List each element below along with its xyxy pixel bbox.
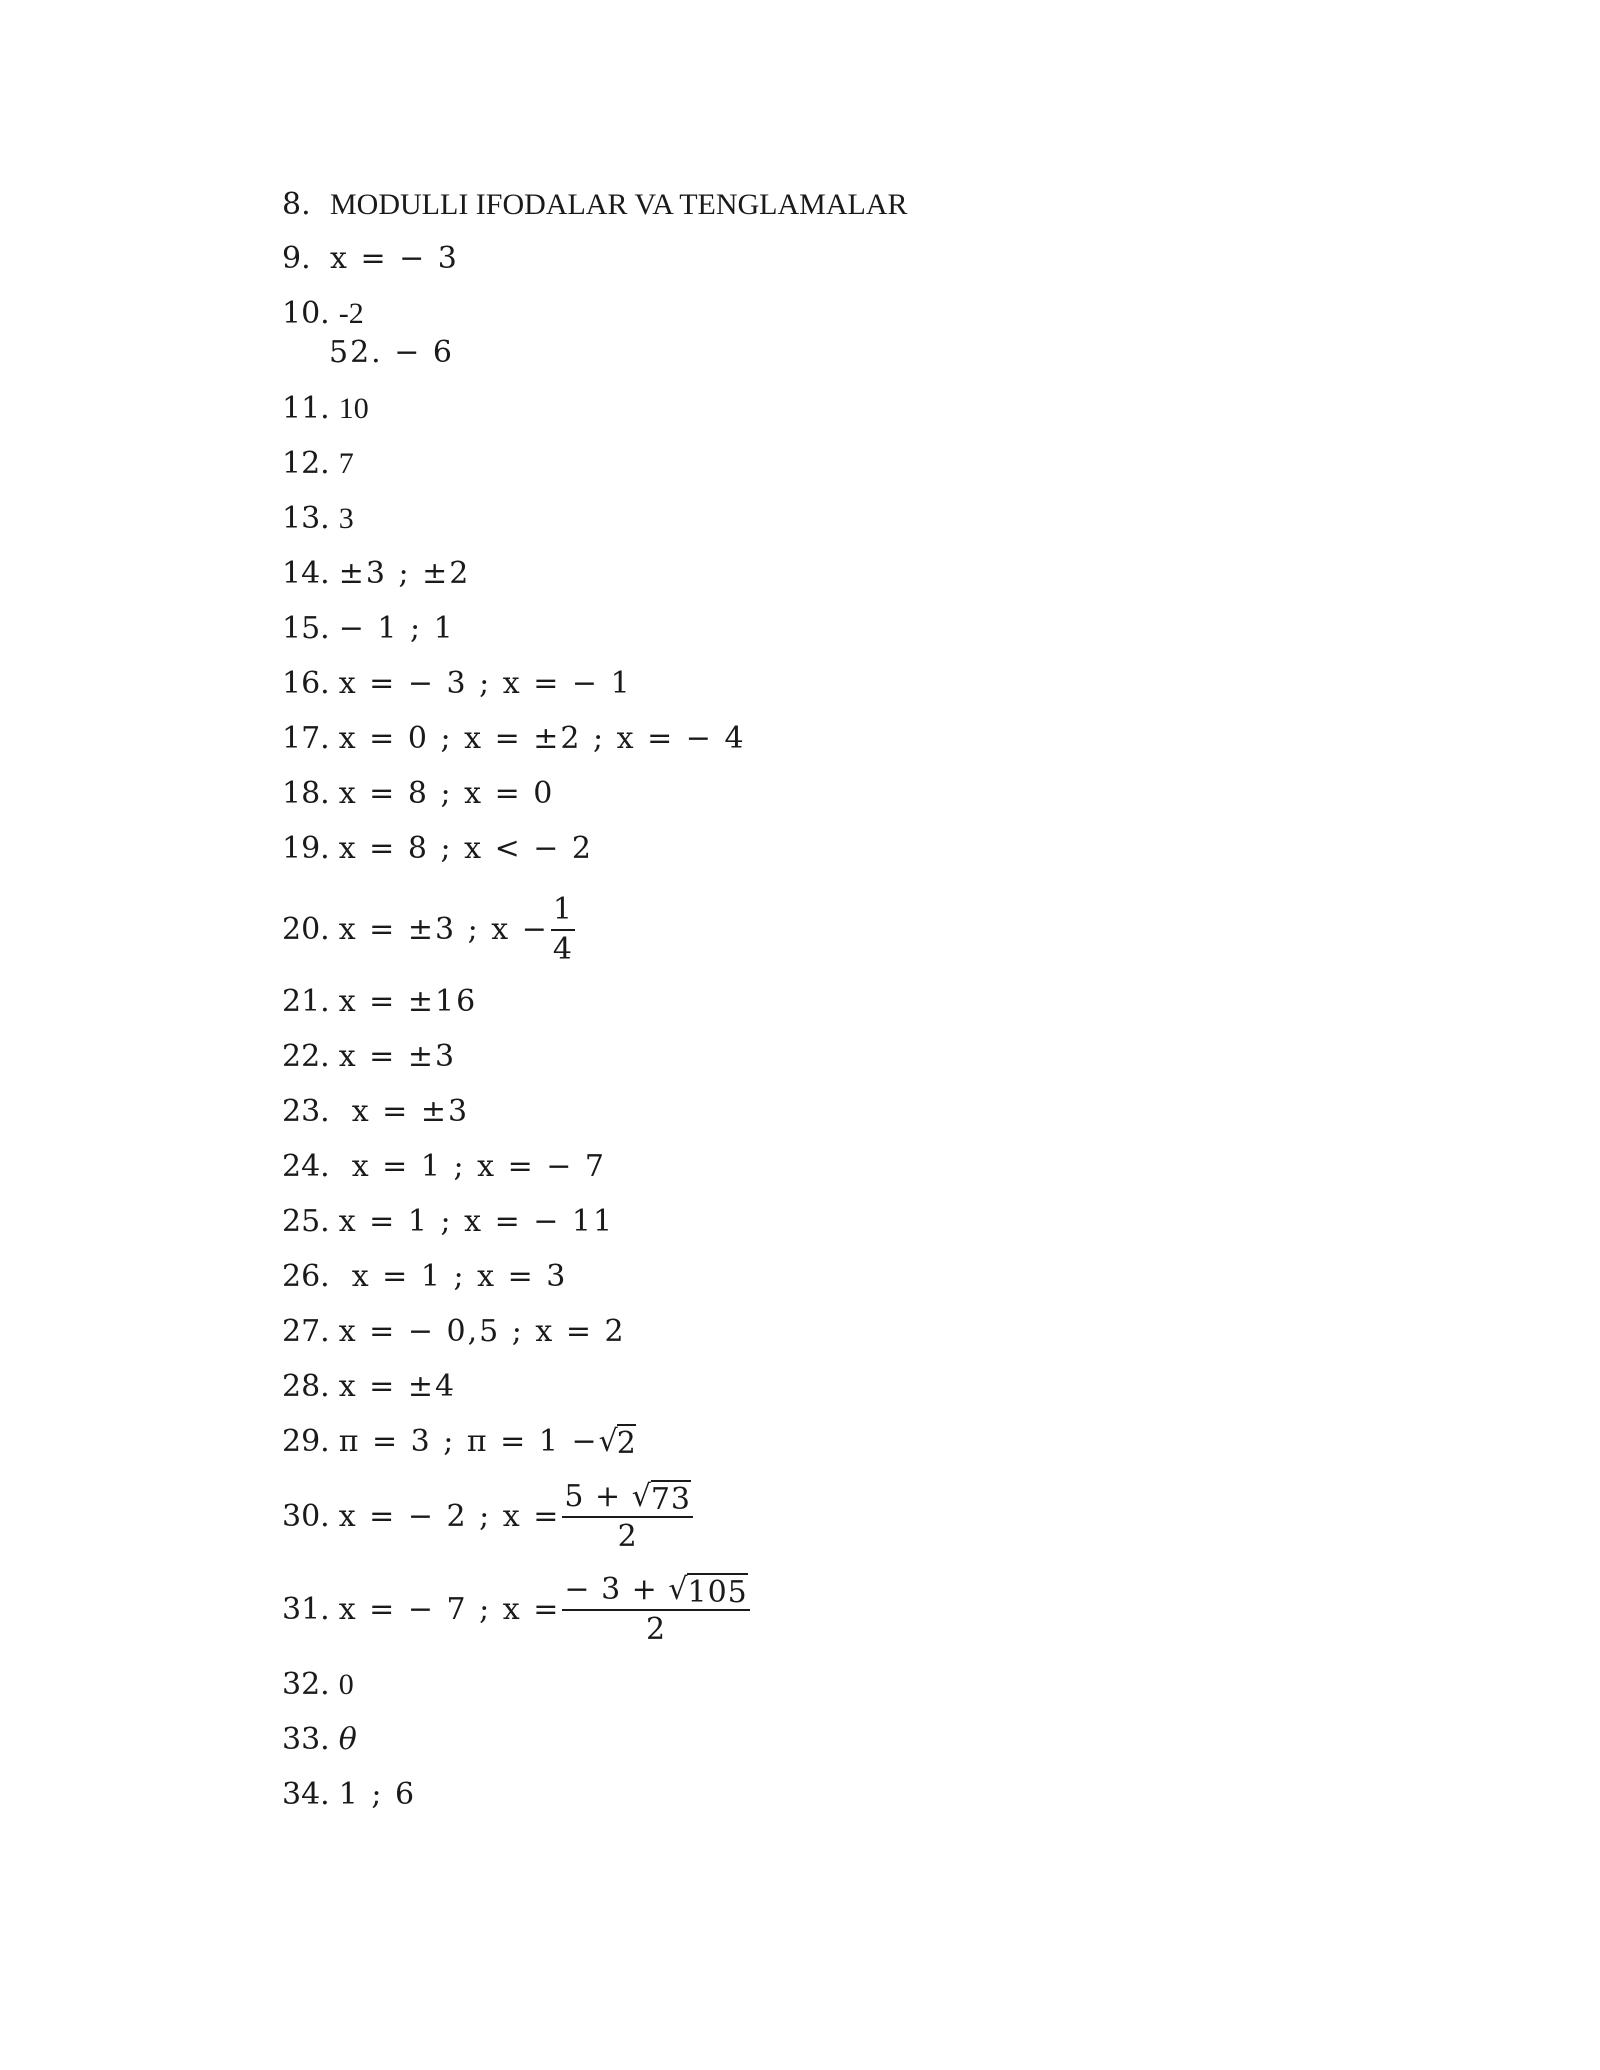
radical-sign: √ xyxy=(631,1479,652,1514)
list-item xyxy=(282,241,459,277)
answer-text: 7 xyxy=(338,447,354,480)
item-number: 34. xyxy=(282,1777,330,1812)
fraction-numerator xyxy=(562,1478,693,1518)
fraction-denominator: 2 xyxy=(646,1612,667,1647)
item-number: 14. xyxy=(282,556,330,591)
item-number: 13. xyxy=(282,501,330,536)
answer-text: ±3 ; ±2 xyxy=(338,556,471,591)
item-number: 33. xyxy=(282,1722,330,1757)
list-item xyxy=(282,721,746,757)
answer-text: x = 1 ; x = − 7 xyxy=(351,1149,607,1184)
list-item xyxy=(282,501,354,537)
list-item xyxy=(282,1149,606,1185)
item-number: 32. xyxy=(282,1667,330,1702)
item-number: 18. xyxy=(282,776,330,811)
list-item xyxy=(282,1667,354,1703)
answer-text: x = 8 ; x < − 2 xyxy=(338,831,594,866)
answer-text: x = − 0,5 ; x = 2 xyxy=(338,1314,626,1349)
item-number: 15. xyxy=(282,611,330,646)
item-number: 17. xyxy=(282,721,330,756)
item-number: 30. xyxy=(282,1499,330,1534)
answer-text: -2 xyxy=(338,297,364,330)
answer-text: 0 xyxy=(338,1668,354,1701)
answer-text: 10 xyxy=(338,392,369,425)
answer-text: π = 3 ; π = 1 − xyxy=(338,1424,599,1459)
list-item xyxy=(282,666,632,702)
answer-text: x = 0 ; x = ±2 ; x = − 4 xyxy=(338,721,746,756)
item-number: 21. xyxy=(282,984,330,1019)
answer-text: x = − 3 ; x = − 1 xyxy=(338,666,632,701)
list-item xyxy=(282,446,354,482)
fraction xyxy=(562,1478,693,1556)
list-item xyxy=(282,187,908,223)
item-number: 20. xyxy=(282,912,330,947)
item-number: 22. xyxy=(282,1039,330,1074)
fraction-denominator: 2 xyxy=(617,1519,638,1554)
item-number: 11. xyxy=(282,391,330,426)
item-number: 28. xyxy=(282,1369,330,1404)
radical-sign: √ xyxy=(668,1572,689,1607)
list-item xyxy=(282,1204,614,1240)
item-number: 10. xyxy=(282,296,330,331)
item-number: 31. xyxy=(282,1592,330,1627)
list-item xyxy=(282,831,593,867)
item-number: 19. xyxy=(282,831,330,866)
square-root xyxy=(599,1424,636,1460)
list-item xyxy=(282,776,554,812)
list-item xyxy=(282,1777,416,1813)
item-number: 26. xyxy=(282,1259,330,1294)
item-number: 24. xyxy=(282,1149,330,1184)
answer-text: x = 8 ; x = 0 xyxy=(338,776,555,811)
item-number: 8. xyxy=(282,187,311,222)
fraction xyxy=(562,1571,749,1649)
numerator-prefix: 5 + xyxy=(564,1479,632,1514)
answer-text: x = 1 ; x = − 11 xyxy=(338,1204,615,1239)
list-item xyxy=(282,611,455,647)
answer-text: x = − 3 xyxy=(330,241,459,276)
fraction-denominator: 4 xyxy=(552,932,573,967)
list-item xyxy=(282,1314,626,1350)
answer-text: 3 xyxy=(338,502,354,535)
section-heading: MODULLI IFODALAR VA TENGLAMALAR xyxy=(330,188,908,221)
fraction-numerator: 1 xyxy=(551,891,575,931)
answer-text: x = ±3 ; x − xyxy=(338,912,549,947)
item-number: 12. xyxy=(282,446,330,481)
radicand: 73 xyxy=(650,1482,691,1517)
answer-text: x = − 7 ; x = xyxy=(338,1592,561,1627)
list-item xyxy=(282,391,369,427)
list-item xyxy=(282,1722,359,1758)
square-root xyxy=(668,1571,747,1609)
answer-text: 1 ; 6 xyxy=(338,1777,417,1812)
list-item xyxy=(282,1039,456,1075)
answer-text: θ xyxy=(338,1722,359,1757)
answer-text: − 1 ; 1 xyxy=(338,611,455,646)
answer-text: x = ±3 xyxy=(351,1094,470,1129)
list-item xyxy=(282,1369,456,1405)
radical-sign: √ xyxy=(598,1424,618,1459)
item-number: 23. xyxy=(282,1094,330,1129)
item-number: 9. xyxy=(282,241,311,276)
list-item xyxy=(282,1476,693,1558)
list-item xyxy=(282,984,477,1020)
answer-text: x = 1 ; x = 3 xyxy=(351,1259,568,1294)
list-item xyxy=(282,1569,750,1651)
list-item xyxy=(282,296,364,332)
square-root xyxy=(632,1478,691,1516)
sub-answer-text: 52. − 6 xyxy=(329,335,455,370)
list-item xyxy=(282,1424,636,1460)
fraction-numerator xyxy=(562,1571,749,1611)
item-number: 27. xyxy=(282,1314,330,1349)
list-item xyxy=(282,1259,567,1295)
radicand: 2 xyxy=(616,1426,636,1461)
item-number: 16. xyxy=(282,666,330,701)
list-item xyxy=(282,890,575,970)
item-number: 25. xyxy=(282,1204,330,1239)
list-item xyxy=(282,556,470,592)
item-number: 29. xyxy=(282,1424,330,1459)
fraction xyxy=(551,891,575,969)
answer-text: x = − 2 ; x = xyxy=(338,1499,561,1534)
answer-text: x = ±4 xyxy=(338,1369,457,1404)
numerator-prefix: − 3 + xyxy=(564,1572,669,1607)
radicand: 105 xyxy=(687,1575,748,1610)
list-item xyxy=(282,1094,469,1130)
answer-text: x = ±16 xyxy=(338,984,478,1019)
answer-text: x = ±3 xyxy=(338,1039,457,1074)
